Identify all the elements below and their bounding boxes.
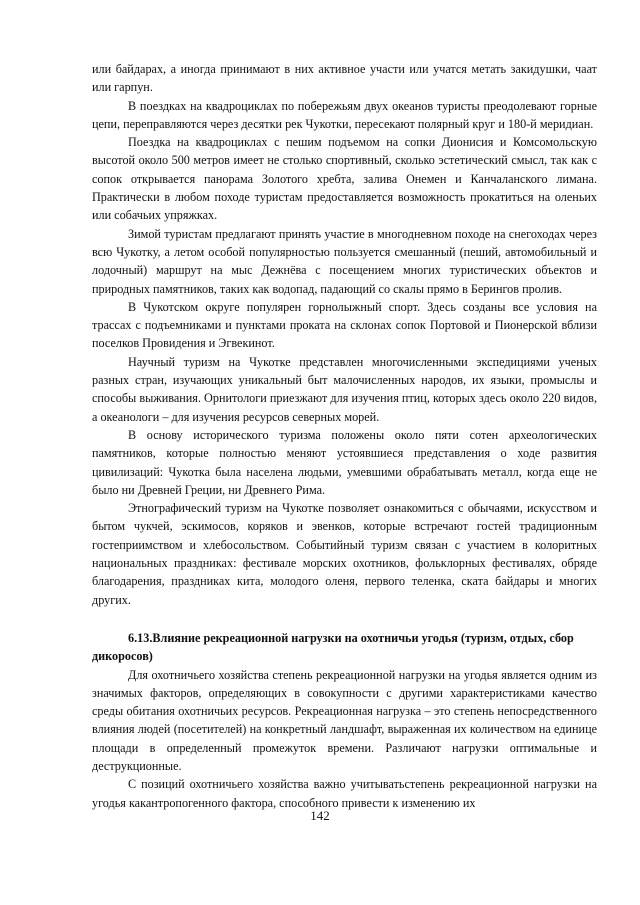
paragraph-hunting-economy: С позиций охотничьего хозяйства важно учитыватьстепень рекреационной нагрузки на угодья какантропогенного фактора, способного привести к изменению их (92, 777, 597, 810)
page-body (92, 60, 597, 812)
paragraph-science-tourism: Научный туризм на Чукотке представлен многочисленными экспедициями ученых разных стран, изучающих уникальный быт малочисленных народов, их языки, промыслы и способы выживания. Орнитологи приезжают для изучения птиц, которых здесь около 220 видов, а океанологи – для изучения ресурсов северных морей. (92, 354, 597, 424)
page-number: 142 (310, 808, 330, 823)
paragraph-continuation: или байдарах, а иногда принимают в них активное участи или учатся метать закидушки, чаат или гарпун. (92, 62, 597, 95)
paragraph-quad-bikes: В поездках на квадроциклах по побережьям двух океанов туристы преодолевают горные цепи, переправляются через десятки рек Чукотки, пересекают полярный круг и 180-й меридиан. (92, 98, 597, 131)
paragraph-ethnographic-tourism: Этнографический туризм на Чукотке позволяет ознакомиться с обычаями, искусством и бытом чукчей, эскимосов, коряков и эвенков, которые встречают гостей традиционным гостеприимством и хлебосольством. Событийный туризм связан с участием в колоритных национальных праздниках: фестивале морских охотников, фольклорных фестивалях, обряде благодарения, праздниках кита, молодого оленя, первого теленка, ската байдары и многих других. (92, 501, 597, 607)
paragraph-hills-trip: Поездка на квадроциклах с пешим подъемом на сопки Дионисия и Комсомольскую высотой около 500 метров имеет не столько спортивный, сколько эстетический смысл, так как с сопок открывается панорама Золотого хребта, залива Онемен и Канчаланского лимана. Практически в любом походе туристам предоставляется возможность прокатиться на оленьих или собачьих упряжках. (92, 135, 597, 223)
paragraph-recreational-load: Для охотничьего хозяйства степень рекреационной нагрузки на угодья является одним из значимых факторов, определяющих в совокупности с другими характеристиками качество среды обитания охотничьих ресурсов. Рекреационная нагрузка – это степень непосредственного влияния людей (посетителей) на конкретный ландшафт, выраженная их количеством на единице площади в определенный промежуток времени. Различают нагрузки оптимальные и деструкционные. (92, 667, 597, 773)
paragraph-ski-sport: В Чукотском округе популярен горнолыжный спорт. Здесь созданы все условия на трассах с подъемниками и пунктами проката на склонах сопок Портовой и Пионерской вблизи поселков Провидения и Эгвекинот. (92, 299, 597, 351)
section-heading: 6.13.Влияние рекреационной нагрузки на охотничьи угодья (туризм, отдых, сбор дикоросов) (92, 630, 574, 664)
paragraph-historical-tourism: В основу исторического туризма положены около пяти сотен археологических памятников, которые полностью меняют устоявшиеся представления о ходе развития цивилизаций: Чукотка была населена людьми, умевшими обрабатывать металл, когда еще не было ни Древней Греции, ни Древнего Рима. (92, 427, 597, 497)
paragraph-winter-tours: Зимой туристам предлагают принять участие в многодневном походе на снегоходах через всю Чукотку, а летом особой популярностью пользуется смешанный (пеший, автомобильный и лодочный) маршрут на мыс Дежнёва с посещением многих туристических объектов и природных памятников, таких как водопад, падающий со скалы прямо в Берингов пролив. (92, 226, 597, 296)
